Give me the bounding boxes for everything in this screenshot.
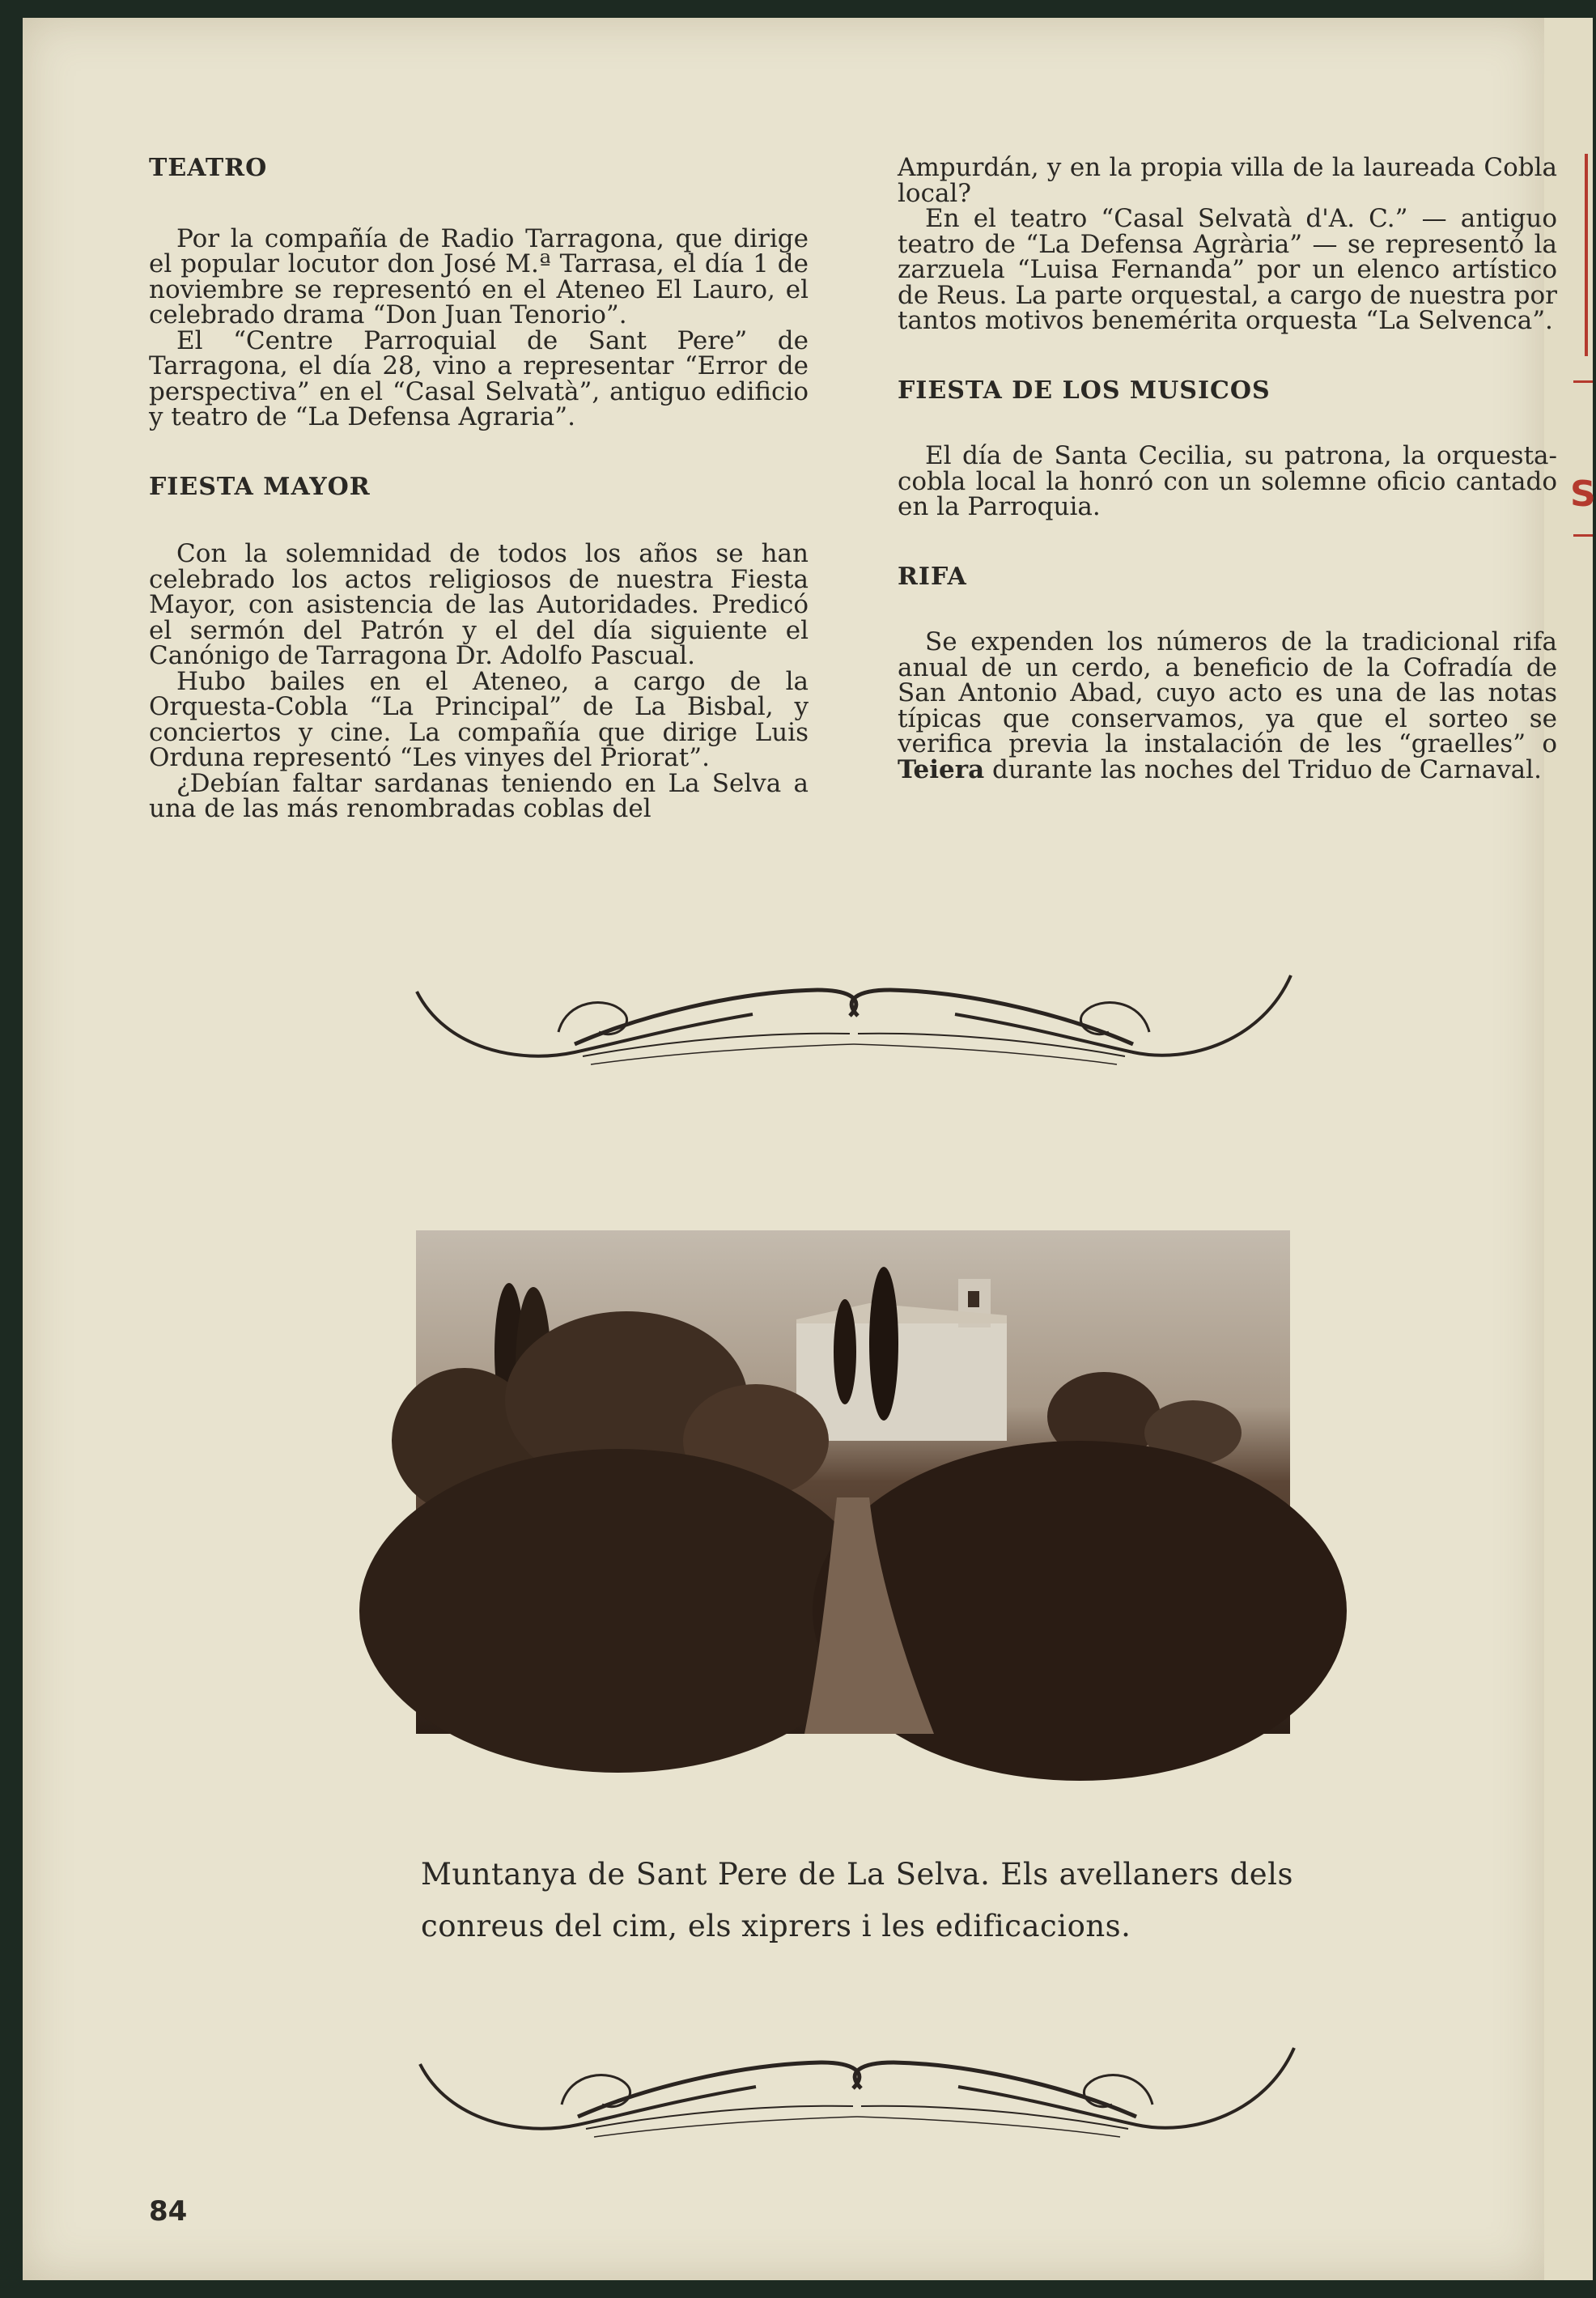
heading-rifa: RIFA (898, 562, 967, 591)
teatro-paragraph-1: Por la compañía de Radio Tarragona, que dirige el popular locutor don José M.ª Tarrasa, el día 1 de noviembre se representó en el Ateneo El Lauro, el celebrado drama “Don Juan Tenorio”. (149, 223, 809, 329)
rifa-paragraph (898, 627, 1557, 784)
teatro-paragraph-2: El “Centre Parroquial de Sant Pere” de Tarragona, el día 28, vino a representar “Error de perspectiva” en el “Casal Selvatà”, antiguo edificio y teatro de “La Defensa Agraria”. (149, 325, 809, 431)
left-column (149, 155, 809, 822)
right-column (898, 155, 1557, 783)
next-page-red-rule-short (1573, 380, 1593, 383)
page-number: 84 (149, 2195, 188, 2228)
fiesta-musicos-paragraph: El día de Santa Cecilia, su patrona, la orquesta-cobla local la honró con un solemne oficio cantado en la Parroquia. (898, 441, 1557, 521)
heading-fiesta-mayor: FIESTA MAYOR (149, 472, 371, 501)
rifa-text-bold: Teiera (898, 754, 985, 784)
heading-fiesta-musicos: FIESTA DE LOS MUSICOS (898, 376, 1271, 405)
rifa-text-b: durante las noches del Triduo de Carnaval. (984, 754, 1542, 784)
landscape-photograph (416, 1230, 1290, 1734)
photo-caption: Muntanya de Sant Pere de La Selva. Els avellaners dels conreus del cim, els xiprers i les edificacions. (421, 1857, 1293, 1943)
ornamental-flourish-bottom (416, 2040, 1298, 2141)
next-page-red-rule (1585, 154, 1588, 356)
fiesta-mayor-paragraph-3: ¿Debían faltar sardanas teniendo en La Selva a una de las más renombradas coblas del (149, 768, 809, 823)
next-page-red-rule-under (1573, 534, 1593, 537)
rifa-text-a: Se expenden los números de la tradicional rifa anual de un cerdo, a beneficio de la Cofradía de San Antonio Abad, cuyo acto es una de las notas típicas que conservamos, ya que el sorteo se verifica previa la instalación de les “graelles” o (898, 627, 1557, 758)
heading-teatro: TEATRO (149, 154, 268, 182)
next-page-letter: S (1570, 474, 1596, 515)
fiesta-mayor-paragraph-1: Con la solemnidad de todos los años se han celebrado los actos religiosos de nuestra Fiesta Mayor, con asistencia de las Autoridades. Predicó el sermón del Patrón y el del día siguiente el Canónigo de Tarragona Dr. Adolfo Pascual. (149, 539, 809, 670)
continuation-paragraph: Ampurdán, y en la propia villa de la laureada Cobla local? (898, 153, 1557, 208)
teatro-casal-paragraph: En el teatro “Casal Selvatà d'A. C.” — antiguo teatro de “La Defensa Agrària” — se representó la zarzuela “Luisa Fernanda” por un elenco artístico de Reus. La parte orquestal, a cargo de nuestra por tantos motivos benemérita orquesta “La Selvenca”. (898, 204, 1557, 335)
ornamental-flourish-top (413, 967, 1295, 1068)
fiesta-mayor-paragraph-2: Hubo bailes en el Ateneo, a cargo de la Orquesta-Cobla “La Principal” de La Bisbal, y conciertos y cine. La compañía que dirige Luis Orduna representó “Les vinyes del Priorat”. (149, 666, 809, 772)
